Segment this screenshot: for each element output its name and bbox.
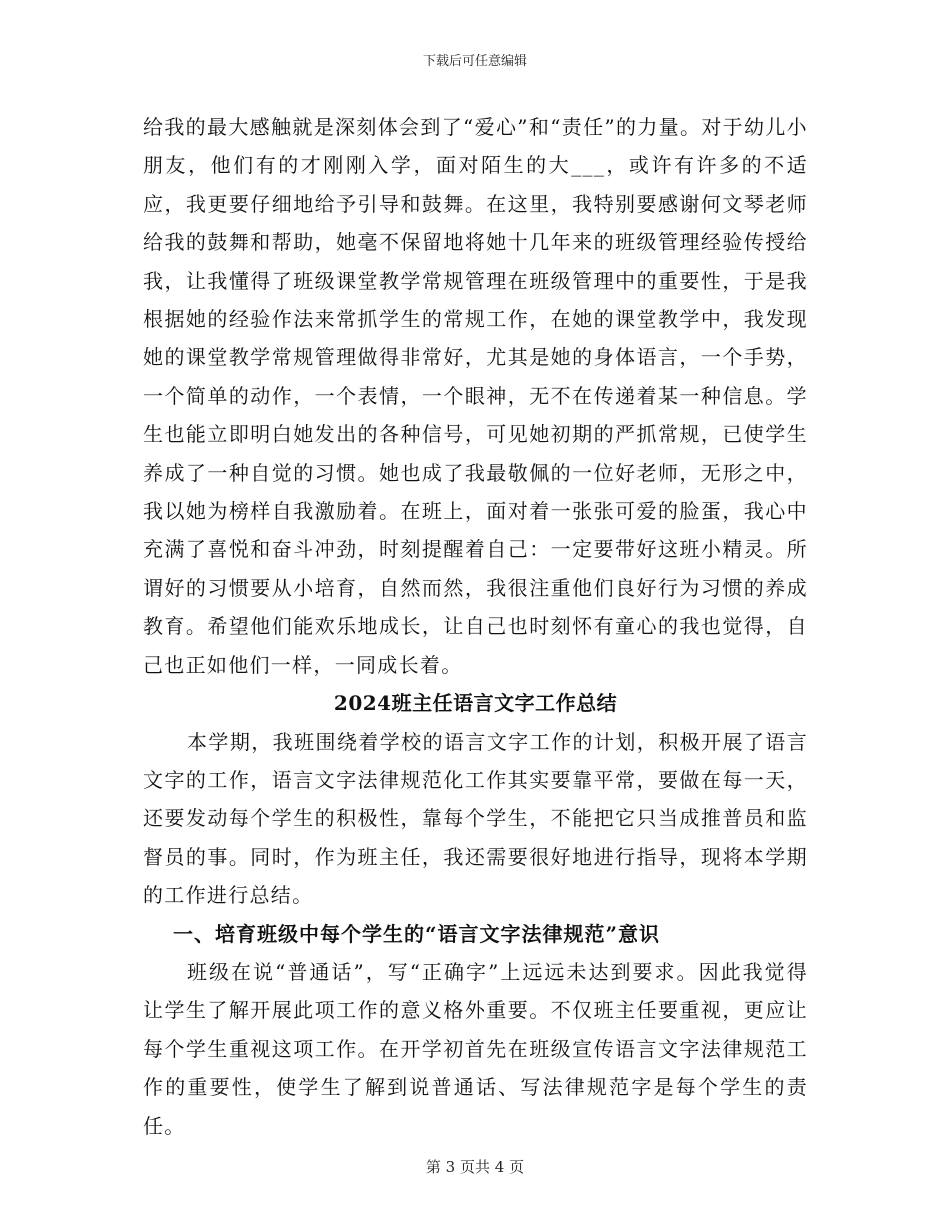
section-paragraph-2: 班级在说“普通话”，写“正确字”上远远未达到要求。因此我觉得让学生了解开展此项工作的意义格外重要。不仅班主任要重视，更应让每个学生重视这项工作。在开学初首先在班级宣传语言文字法律规范工作的重要性，使学生了解到说普通话、写法律规范字是每个学生的责任。 bbox=[143, 959, 808, 1138]
page-footer: 第 3 页共 4 页 bbox=[425, 1158, 525, 1176]
section-paragraph-1: 本学期，我班围绕着学校的语言文字工作的计划，积极开展了语言文字的工作，语言文字法律规范化工作其实要靠平常，要做在每一天，还要发动每个学生的积极性，靠每个学生，不能把它只当成推普员和监督员的事。同时，作为班主任，我还需要很好地进行指导，现将本学期的工作进行总结。 bbox=[143, 729, 808, 908]
subheading-1: 一、培育班级中每个学生的“语言文字法律规范”意识 bbox=[173, 921, 661, 946]
page-header: 下载后可任意编辑 bbox=[422, 54, 527, 69]
section-title: 2024班主任语言文字工作总结 bbox=[333, 691, 618, 716]
document-body bbox=[143, 108, 808, 1145]
intro-paragraph: 给我的最大感触就是深刻体会到了“爱心”和“责任”的力量。对于幼儿小朋友，他们有的才刚刚入学，面对陌生的大___，或许有许多的不适应，我更要仔细地给予引导和鼓舞。在这里，我特别要感谢何文琴老师给我的鼓舞和帮助，她毫不保留地将她十几年来的班级管理经验传授给我，让我懂得了班级课堂教学常规管理在班级管理中的重要性，于是我根据她的经验作法来常抓学生的常规工作，在她的课堂教学中，我发现她的课堂教学常规管理做得非常好，尤其是她的身体语言，一个手势，一个简单的动作，一个表情，一个眼神，无不在传递着某一种信息。学生也能立即明白她发出的各种信号，可见她初期的严抓常规，已使学生养成了一种自觉的习惯。她也成了我最敬佩的一位好老师，无形之中，我以她为榜样自我激励着。在班上，面对着一张张可爱的脸蛋，我心中充满了喜悦和奋斗冲劲，时刻提醒着自己：一定要带好这班小精灵。所谓好的习惯要从小培育，自然而然，我很注重他们良好行为习惯的养成教育。希望他们能欢乐地成长，让自己也时刻怀有童心的我也觉得，自己也正如他们一样，一同成长着。 bbox=[143, 115, 808, 677]
